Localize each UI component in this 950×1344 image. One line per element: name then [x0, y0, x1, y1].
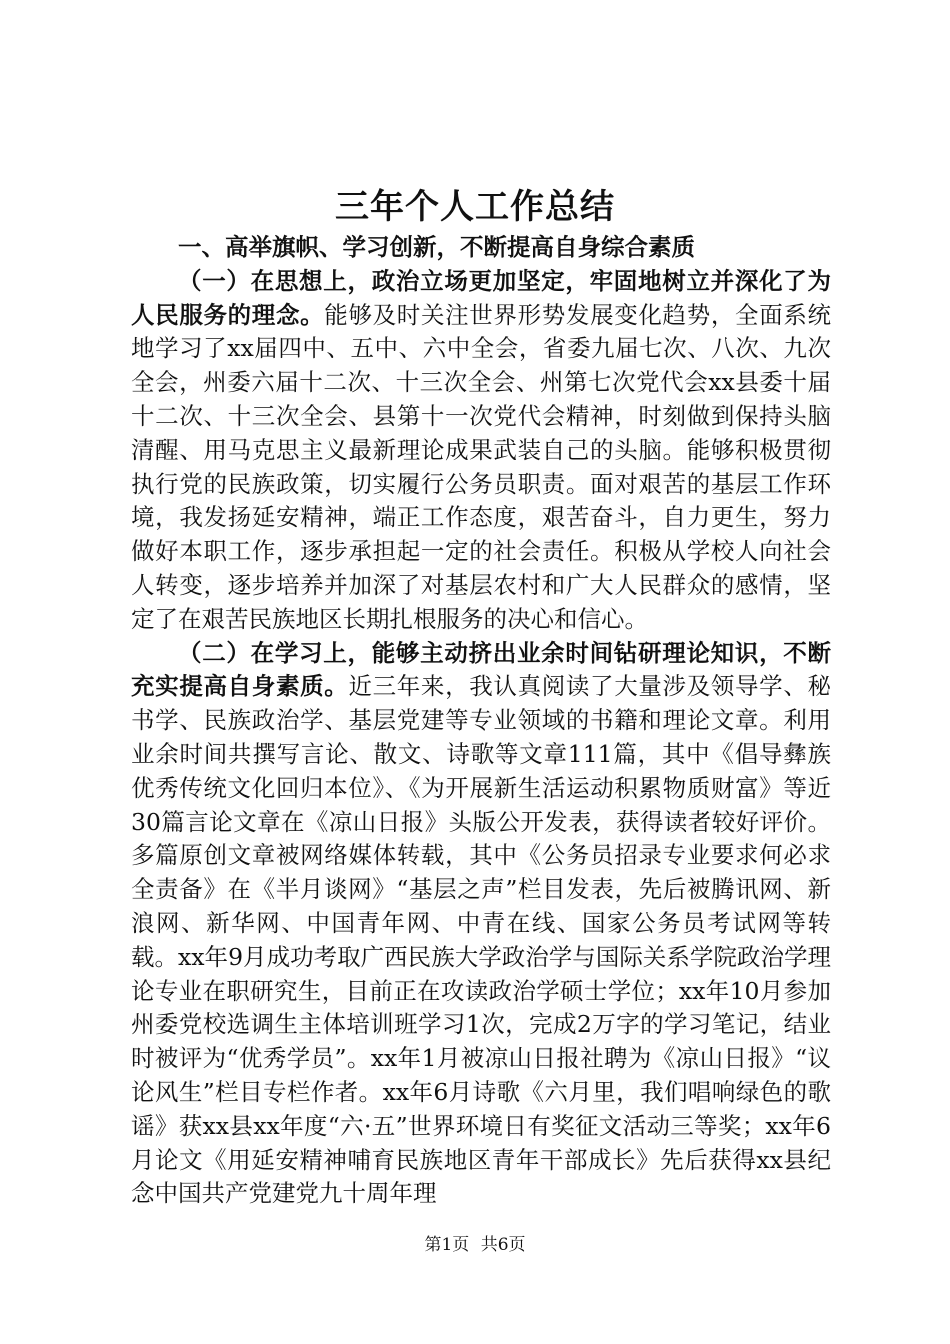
document-title: 三年个人工作总结 [335, 187, 615, 227]
document-body [131, 231, 831, 1211]
paragraph-lead: （一）在思想上，政治立场更加坚定，牢固地树立并深化了为人民服务的理念。 [131, 266, 831, 329]
paragraph-text: 近三年来，我认真阅读了大量涉及领导学、秘书学、民族政治学、基层党建等专业领域的书籍和理论文章。利用业余时间共撰写言论、散文、诗歌等文章111篇，其中《倡导彝族优秀传统文化回归本位》、《为开展新生活运动积累物质财富》等近30篇言论文章在《凉山日报》头版公开发表，获得读者较好评价。多篇原创文章被网络媒体转载，其中《公务员招录专业要求何必求全责备》在《半月谈网》“基层之声”栏目发表，先后被腾讯网、新浪网、新华网、中国青年网、中青在线、国家公务员考试网等转载。xx年9月成功考取广西民族大学政治学与国际关系学院政治学理论专业在职研究生，目前正在攻读政治学硕士学位；xx年10月参加州委党校选调生主体培训班学习1次，完成2万字的学习笔记，结业时被评为“优秀学员”。xx年1月被凉山日报社聘为《凉山日报》“议论风生”栏目专栏作者。xx年6月诗歌《六月里，我们唱响绿色的歌谣》获xx县xx年度“六·五”世界环境日有奖征文活动三等奖；xx年6月论文《用延安精神哺育民族地区青年干部成长》先后获得xx县纪念中国共产党建党九十周年理 [131, 672, 832, 1208]
section-heading: 一、高举旗帜、学习创新，不断提高自身综合素质 [178, 233, 695, 261]
page-number: 第1页 共6页 [424, 1235, 526, 1255]
paragraph-text: 能够及时关注世界形势发展变化趋势，全面系统地学习了xx届四中、五中、六中全会，省委九届七次、八次、九次全会，州委六届十二次、十三次全会、州第七次党代会xx县委十届十二次、十三次全会、县第十一次党代会精神，时刻做到保持头脑清醒、用马克思主义最新理论成果武装自己的头脑。能够积极贯彻执行党的民族政策，切实履行公务员职责。面对艰苦的基层工作环境，我发扬延安精神，端正工作态度，艰苦奋斗，自力更生，努力做好本职工作，逐步承担起一定的社会责任。积极从学校人向社会人转变，逐步培养并加深了对基层农村和广大人民群众的感情，坚定了在艰苦民族地区长期扎根服务的决心和信心。 [131, 300, 832, 633]
paragraph-lead: （二）在学习上，能够主动挤出业余时间钻研理论知识，不断充实提高自身素质。 [131, 638, 831, 701]
paragraph-thought [131, 265, 831, 637]
paragraph-study [131, 637, 831, 1212]
